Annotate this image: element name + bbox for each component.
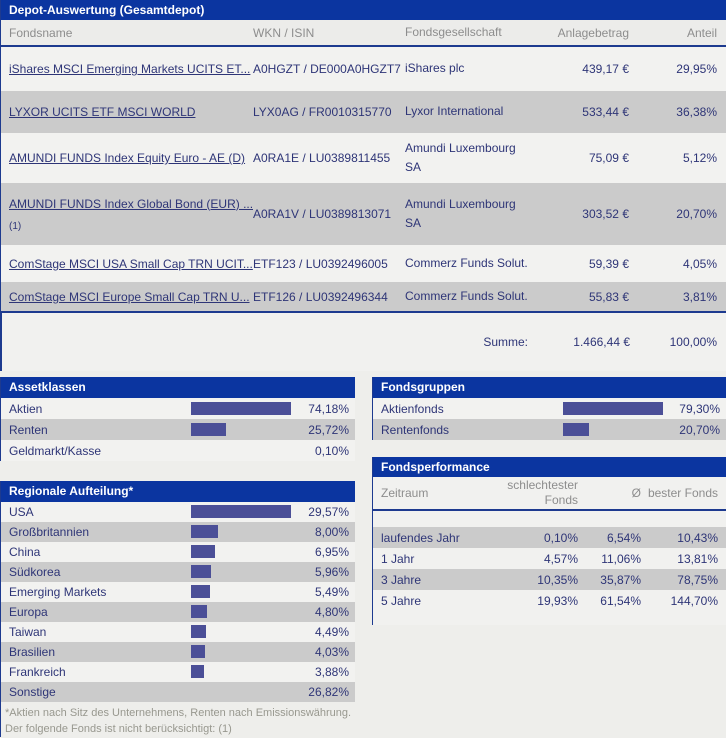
performance-row: [373, 569, 726, 590]
performance-row: [373, 527, 726, 548]
stat-row: [1, 622, 355, 642]
sum-row: [1, 313, 726, 371]
stat-row: [1, 419, 355, 440]
table-row: [1, 183, 726, 245]
stat-row: [1, 502, 355, 522]
stat-row: [373, 398, 726, 419]
stat-value: 20,70%: [679, 422, 720, 437]
empty-spacer-row: [373, 511, 726, 527]
fund-name-cell: [1, 105, 253, 119]
stat-row: [1, 440, 355, 461]
fund-name-link[interactable]: ComStage MSCI Europe Small Cap TRN U...: [9, 289, 250, 304]
fondsperformance-panel: [372, 457, 726, 625]
stat-label: Brasilien: [9, 645, 56, 659]
stat-label: China: [9, 545, 41, 559]
stat-row: [1, 662, 355, 682]
page-title: Depot-Auswertung (Gesamtdepot): [1, 0, 726, 20]
performance-row: [373, 590, 726, 611]
stat-row: [1, 542, 355, 562]
fund-company: Amundi Luxembourg SA: [405, 140, 516, 174]
footnote-line-2: Der folgende Fonds ist nicht berücksichtigt: (1): [5, 723, 232, 735]
stat-row: [1, 582, 355, 602]
stat-row: [1, 562, 355, 582]
fund-company: Amundi Luxembourg SA: [405, 196, 516, 230]
period-label: 5 Jahre: [381, 593, 422, 608]
col-durchschnitt: Ø: [631, 485, 641, 500]
fund-rows: [1, 47, 726, 313]
col-fondsgesellschaft: Fondsgesellschaft: [405, 24, 502, 39]
table-row: [1, 282, 726, 311]
stat-value: 4,03%: [314, 645, 349, 659]
best-value: 10,43%: [677, 530, 718, 545]
fund-wkn: LYX0AG / FR0010315770: [253, 105, 392, 119]
stat-bar: [191, 505, 291, 518]
stat-bar: [191, 625, 206, 638]
fund-name-cell: [1, 62, 253, 76]
stat-bar: [191, 545, 215, 558]
period-label: 3 Jahre: [381, 572, 422, 587]
fund-name-cell: [1, 290, 253, 304]
fund-amount: 55,83 €: [588, 289, 629, 304]
fondsgruppen-title: Fondsgruppen: [373, 377, 726, 398]
stat-bar: [191, 645, 205, 658]
sum-amount: 1.466,44 €: [573, 335, 630, 349]
stat-row: [1, 602, 355, 622]
stat-value: 26,82%: [308, 685, 349, 699]
stat-label: USA: [9, 505, 34, 519]
sum-label: Summe:: [483, 335, 528, 349]
fund-wkn: A0RA1E / LU0389811455: [253, 151, 391, 165]
footnotes: [1, 702, 355, 737]
fund-wkn: ETF126 / LU0392496344: [253, 289, 388, 304]
col-bester-fonds: bester Fonds: [647, 485, 718, 500]
lower-panels: [0, 377, 726, 737]
best-value: 78,75%: [677, 572, 718, 587]
table-row: [1, 133, 726, 183]
fund-share: 3,81%: [682, 289, 717, 304]
stat-label: Frankreich: [9, 665, 66, 679]
col-anteil: Anteil: [686, 25, 717, 40]
fund-name-link[interactable]: AMUNDI FUNDS Index Global Bond (EUR) ...: [9, 196, 253, 211]
stat-row: [373, 419, 726, 440]
worst-value: 4,57%: [543, 551, 578, 566]
stat-label: Aktien: [9, 401, 43, 416]
stat-bar: [191, 665, 204, 678]
fund-company: Commerz Funds Solut.: [405, 255, 528, 270]
stat-value: 0,10%: [314, 443, 349, 458]
stat-row: [1, 398, 355, 419]
fund-company: Lyxor International: [405, 104, 504, 119]
stat-bar: [191, 402, 291, 415]
fondsgruppen-rows: [373, 398, 726, 440]
stat-bar: [191, 423, 226, 436]
stat-value: 79,30%: [679, 401, 720, 416]
stat-bar: [563, 423, 589, 436]
fund-name-link[interactable]: AMUNDI FUNDS Index Equity Euro - AE (D): [9, 151, 246, 165]
stat-value: 25,72%: [308, 422, 349, 437]
best-value: 144,70%: [670, 593, 718, 608]
col-wkn-isin: WKN / ISIN: [253, 25, 315, 40]
fund-company: iShares plc: [405, 61, 465, 76]
stat-value: 8,00%: [314, 525, 349, 539]
fund-wkn: A0RA1V / LU0389813071: [253, 207, 392, 221]
col-fondsname: Fondsname: [9, 25, 73, 40]
assetklassen-rows: [1, 398, 355, 461]
stat-label: Europa: [9, 605, 48, 619]
avg-value: 11,06%: [601, 551, 641, 566]
col-schlechtester-fonds: schlechtester Fonds: [507, 478, 578, 507]
worst-value: 10,35%: [537, 572, 578, 587]
fund-amount: 59,39 €: [588, 256, 629, 271]
fund-share: 4,05%: [682, 256, 717, 271]
stat-row: [1, 682, 355, 702]
avg-value: 6,54%: [606, 530, 641, 545]
regionale-title: Regionale Aufteilung*: [1, 481, 355, 502]
stat-value: 6,95%: [314, 545, 349, 559]
stat-value: 5,96%: [314, 565, 349, 579]
assetklassen-title: Assetklassen: [1, 377, 355, 398]
worst-value: 19,93%: [537, 593, 578, 608]
footnote-line-1: *Aktien nach Sitz des Unternehmens, Renten nach Emissionswährung.: [5, 707, 352, 719]
fund-wkn: ETF123 / LU0392496005: [253, 256, 388, 271]
fund-share: 20,70%: [676, 207, 717, 221]
performance-column-header: [373, 477, 726, 511]
regionale-panel: [0, 481, 355, 737]
performance-rows: [373, 511, 726, 611]
stat-value: 4,49%: [314, 625, 349, 639]
fund-name-cell: [1, 151, 253, 165]
stat-value: 29,57%: [308, 505, 349, 519]
stat-label: Geldmarkt/Kasse: [9, 443, 102, 458]
fund-wkn: A0HGZT / DE000A0HGZT7: [253, 62, 401, 76]
stat-bar: [191, 525, 218, 538]
fund-name-link[interactable]: iShares MSCI Emerging Markets UCITS ET...: [9, 62, 251, 76]
fund-name-link[interactable]: LYXOR UCITS ETF MSCI WORLD: [9, 105, 196, 119]
performance-row: [373, 548, 726, 569]
stat-label: Aktienfonds: [381, 401, 444, 416]
fund-name-link[interactable]: ComStage MSCI USA Small Cap TRN UCIT...: [9, 256, 253, 271]
stat-label: Taiwan: [9, 625, 47, 639]
col-anlagebetrag: Anlagebetrag: [557, 25, 629, 40]
fund-amount: 303,52 €: [582, 207, 629, 221]
period-label: laufendes Jahr: [381, 530, 460, 545]
stat-row: [1, 522, 355, 542]
table-column-header: [1, 20, 726, 47]
fondsperformance-title: Fondsperformance: [373, 457, 726, 477]
fund-company: Commerz Funds Solut.: [405, 288, 528, 303]
left-column: [0, 377, 355, 737]
table-row: [1, 91, 726, 133]
fund-amount: 75,09 €: [588, 151, 629, 165]
table-row: [1, 47, 726, 91]
fund-amount: 533,44 €: [582, 105, 629, 119]
stat-value: 4,80%: [314, 605, 349, 619]
avg-value: 61,54%: [600, 593, 641, 608]
stat-label: Großbritannien: [9, 525, 90, 539]
fondsgruppen-panel: [372, 377, 726, 440]
stat-row: [1, 642, 355, 662]
fund-name-cell: [1, 197, 253, 232]
stat-bar: [191, 585, 210, 598]
col-zeitraum: Zeitraum: [381, 485, 429, 500]
stat-label: Emerging Markets: [9, 585, 107, 599]
period-label: 1 Jahr: [381, 551, 415, 566]
table-row: [1, 245, 726, 282]
stat-bar: [191, 605, 207, 618]
stat-label: Südkorea: [9, 565, 61, 579]
assetklassen-panel: [0, 377, 355, 461]
fund-name-cell: [1, 257, 253, 271]
regionale-rows: [1, 502, 355, 702]
stat-label: Renten: [9, 422, 48, 437]
stat-bar: [563, 402, 663, 415]
stat-value: 74,18%: [308, 401, 349, 416]
stat-label: Sonstige: [9, 685, 56, 699]
fund-footnote-ref: (1): [9, 220, 22, 232]
fund-share: 36,38%: [676, 105, 717, 119]
stat-label: Rentenfonds: [381, 422, 450, 437]
stat-value: 5,49%: [314, 585, 349, 599]
fund-share: 5,12%: [682, 151, 717, 165]
fund-amount: 439,17 €: [582, 62, 629, 76]
stat-value: 3,88%: [314, 665, 349, 679]
best-value: 13,81%: [677, 551, 718, 566]
avg-value: 35,87%: [600, 572, 641, 587]
stat-bar: [191, 565, 211, 578]
fund-share: 29,95%: [676, 62, 717, 76]
sum-share: 100,00%: [669, 335, 717, 349]
worst-value: 0,10%: [543, 530, 578, 545]
right-column: [372, 377, 726, 625]
